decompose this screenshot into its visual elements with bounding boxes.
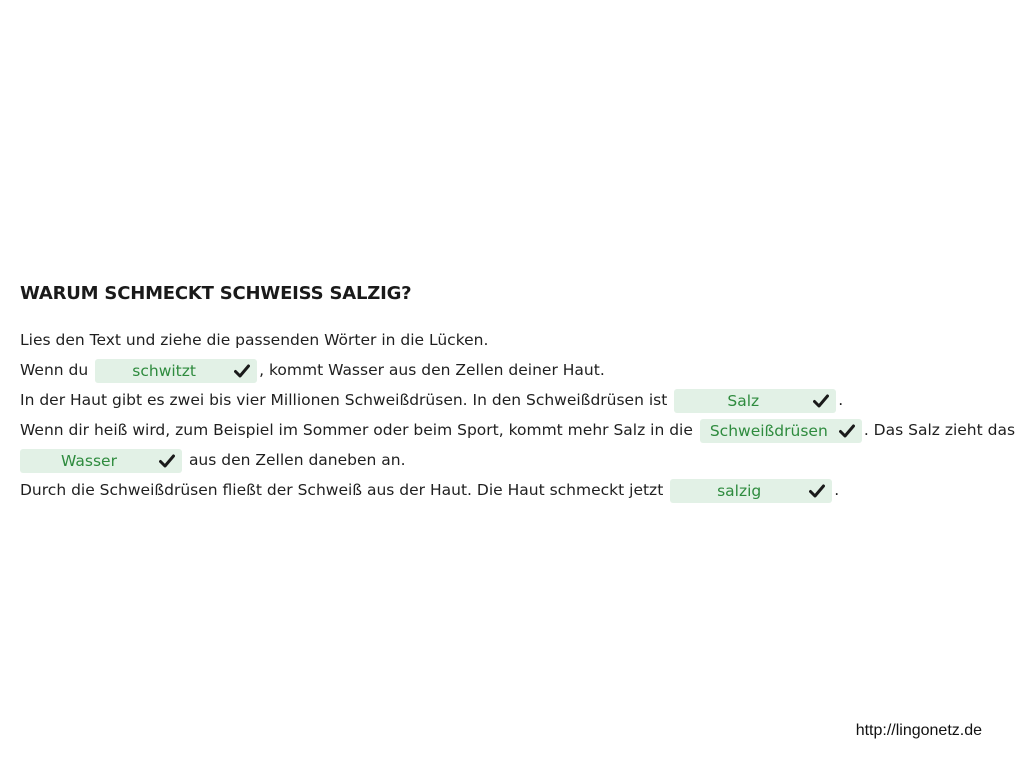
sentence-text: Durch die Schweißdrüsen fließt der Schweiß aus der Haut. Die Haut schmeckt jetzt xyxy=(20,481,664,499)
sentence-text: Wenn dir heiß wird, zum Beispiel im Sommer oder beim Sport, kommt mehr Salz in die xyxy=(20,421,693,439)
sentence-text: . Das Salz zieht das xyxy=(863,421,1016,439)
sentence-text: aus den Zellen daneben an. xyxy=(188,451,406,469)
sentence-line-1 xyxy=(20,355,1014,385)
answer-gap-3[interactable] xyxy=(700,419,862,443)
sentence-line-4 xyxy=(20,445,1014,475)
sentence-line-2 xyxy=(20,385,1014,415)
checkmark-icon xyxy=(159,454,175,468)
gap-answer-word: Wasser xyxy=(61,451,117,470)
answer-gap-1[interactable] xyxy=(95,359,257,383)
gap-answer-word: Salz xyxy=(727,391,760,410)
gap-answer-word: Schweißdrüsen xyxy=(709,421,828,440)
checkmark-icon xyxy=(839,424,855,438)
gap-answer-word: schwitzt xyxy=(132,361,196,380)
exercise-title: WARUM SCHMECKT SCHWEISS SALZIG? xyxy=(20,283,412,304)
checkmark-icon xyxy=(813,394,829,408)
gap-answer-word: salzig xyxy=(717,481,762,500)
cloze-exercise xyxy=(20,282,1014,505)
checkmark-icon xyxy=(809,484,825,498)
answer-gap-5[interactable] xyxy=(670,479,832,503)
answer-gap-4[interactable] xyxy=(20,449,182,473)
answer-gap-2[interactable] xyxy=(674,389,836,413)
sentence-line-3 xyxy=(20,415,1014,445)
sentence-text: . xyxy=(838,391,844,409)
sentence-text: Wenn du xyxy=(20,361,89,379)
sentence-line-5 xyxy=(20,475,1014,505)
checkmark-icon xyxy=(234,364,250,378)
source-url: http://lingonetz.de xyxy=(855,722,982,739)
exercise-instruction: Lies den Text und ziehe die passenden Wörter in die Lücken. xyxy=(20,331,489,349)
sentence-text: . xyxy=(834,481,840,499)
sentence-text: In der Haut gibt es zwei bis vier Millionen Schweißdrüsen. In den Schweißdrüsen ist xyxy=(20,391,668,409)
sentence-text: , kommt Wasser aus den Zellen deiner Haut. xyxy=(259,361,605,379)
